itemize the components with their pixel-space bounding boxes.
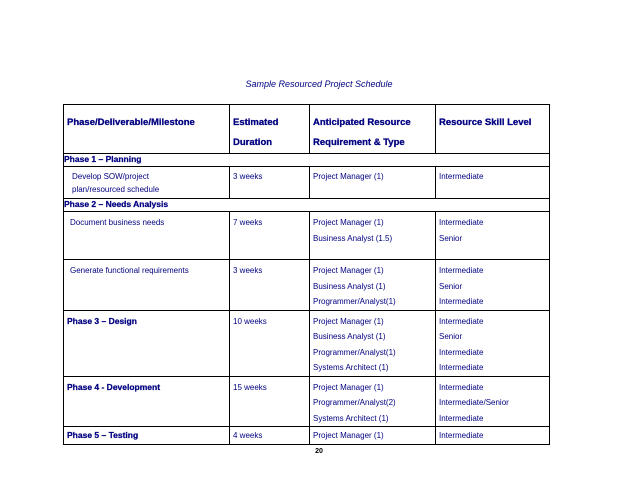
phase-label: Phase 4 - Development — [64, 376, 230, 427]
phase-resources: Project Manager (1) Business Analyst (1) Programmer/Analyst(1) Systems Architect (1) — [310, 310, 436, 376]
phase-row-development — [64, 376, 550, 427]
phase-label: Phase 5 – Testing — [64, 427, 230, 445]
phase-row-testing — [64, 427, 550, 445]
page-number: 20 — [315, 448, 323, 455]
phase-row-planning — [64, 154, 550, 167]
header-phase: Phase/Deliverable/Milestone — [64, 105, 230, 154]
project-schedule-table — [63, 104, 550, 445]
phase-row-design — [64, 310, 550, 376]
phase-duration: 10 weeks — [230, 310, 310, 376]
header-duration: Estimated Duration — [230, 105, 310, 154]
phase-label: Phase 1 – Planning — [64, 154, 550, 167]
task-duration: 3 weeks — [230, 260, 310, 311]
task-name: Develop SOW/project plan/resourced schedule — [64, 167, 230, 199]
page-title: Sample Resourced Project Schedule — [245, 79, 393, 89]
task-duration: 3 weeks — [230, 167, 310, 199]
phase-skills: Intermediate Senior Intermediate Intermediate — [436, 310, 550, 376]
task-skills: Intermediate Senior — [436, 212, 550, 260]
table-row — [64, 167, 550, 199]
table-row — [64, 212, 550, 260]
task-skills: Intermediate — [436, 167, 550, 199]
task-name: Generate functional requirements — [64, 260, 230, 311]
task-duration: 7 weeks — [230, 212, 310, 260]
task-skills: Intermediate Senior Intermediate — [436, 260, 550, 311]
task-resources: Project Manager (1) Business Analyst (1.5) — [310, 212, 436, 260]
phase-duration: 15 weeks — [230, 376, 310, 427]
task-resources: Project Manager (1) Business Analyst (1) Programmer/Analyst(1) — [310, 260, 436, 311]
phase-skills: Intermediate — [436, 427, 550, 445]
task-name: Document business needs — [64, 212, 230, 260]
table-header-row — [64, 105, 550, 154]
header-skill: Resource Skill Level — [436, 105, 550, 154]
phase-label: Phase 3 – Design — [64, 310, 230, 376]
table-row — [64, 260, 550, 311]
phase-label: Phase 2 – Needs Analysis — [64, 199, 550, 212]
phase-resources: Project Manager (1) Programmer/Analyst(2) Systems Architect (1) — [310, 376, 436, 427]
phase-row-needs-analysis — [64, 199, 550, 212]
task-resources: Project Manager (1) — [310, 167, 436, 199]
phase-duration: 4 weeks — [230, 427, 310, 445]
phase-skills: Intermediate Intermediate/Senior Intermediate — [436, 376, 550, 427]
header-resource: Anticipated Resource Requirement & Type — [310, 105, 436, 154]
phase-resources: Project Manager (1) — [310, 427, 436, 445]
